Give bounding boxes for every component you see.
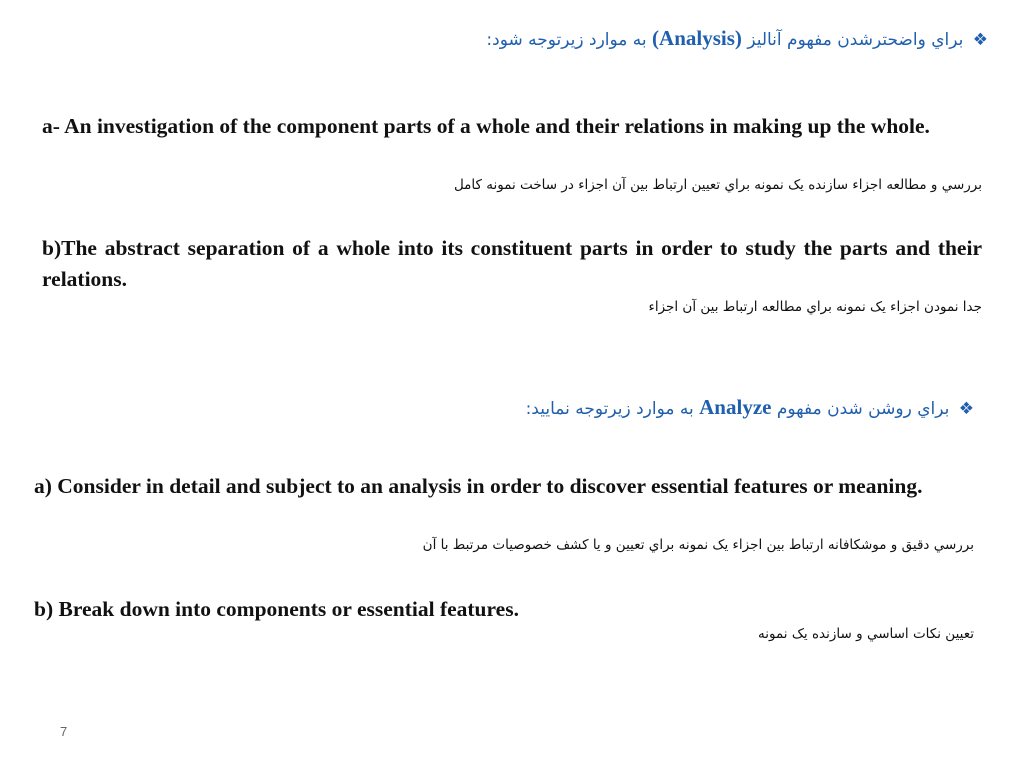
definition-a-english: a- An investigation of the component parts of a whole and their relations in making up the whole. (42, 114, 930, 138)
heading-analysis (486, 26, 988, 52)
diamond-bullet-icon: ❖ (958, 399, 974, 419)
heading-analysis-text-after: به موارد زيرتوجه شود: (486, 30, 647, 50)
definition-b-persian: جدا نمودن اجزاء یک نمونه براي مطالعه ارتباط بين آن اجزاء (648, 299, 982, 315)
definition-b-english: b)The abstract separation of a whole into its constituent parts in order to study the parts and their relations. (42, 236, 982, 291)
heading-analysis-term: (Analysis) (652, 26, 742, 50)
page-number: 7 (60, 724, 68, 739)
heading-analyze-text-after: به موارد زيرتوجه نماييد: (525, 399, 694, 419)
heading-analyze-term: Analyze (699, 395, 772, 419)
analyze-definition-b-persian: تعيين نكات اساسي و سازنده یک نمونه (758, 626, 974, 642)
analyze-definition-b-english: b) Break down into components or essential features. (34, 597, 519, 621)
definition-a-persian: بررسي و مطالعه اجزاء سازنده یک نمونه براي تعيين ارتباط بين آن اجزاء در ساخت نمونه كامل (453, 177, 982, 193)
analyze-definition-a-english: a) Consider in detail and subject to an analysis in order to discover essential features or meaning. (34, 474, 923, 498)
analyze-definition-a-persian: بررسي دقيق و موشكافانه ارتباط بين اجزاء یک نمونه براي تعيين و يا كشف خصوصيات مرتبط با آن (422, 537, 974, 553)
heading-analyze-text-before: براي روشن شدن مفهوم (776, 399, 950, 419)
heading-analysis-text-before: براي واضحترشدن مفهوم آناليز (747, 30, 964, 50)
heading-analyze (526, 395, 974, 421)
diamond-bullet-icon: ❖ (972, 30, 988, 50)
